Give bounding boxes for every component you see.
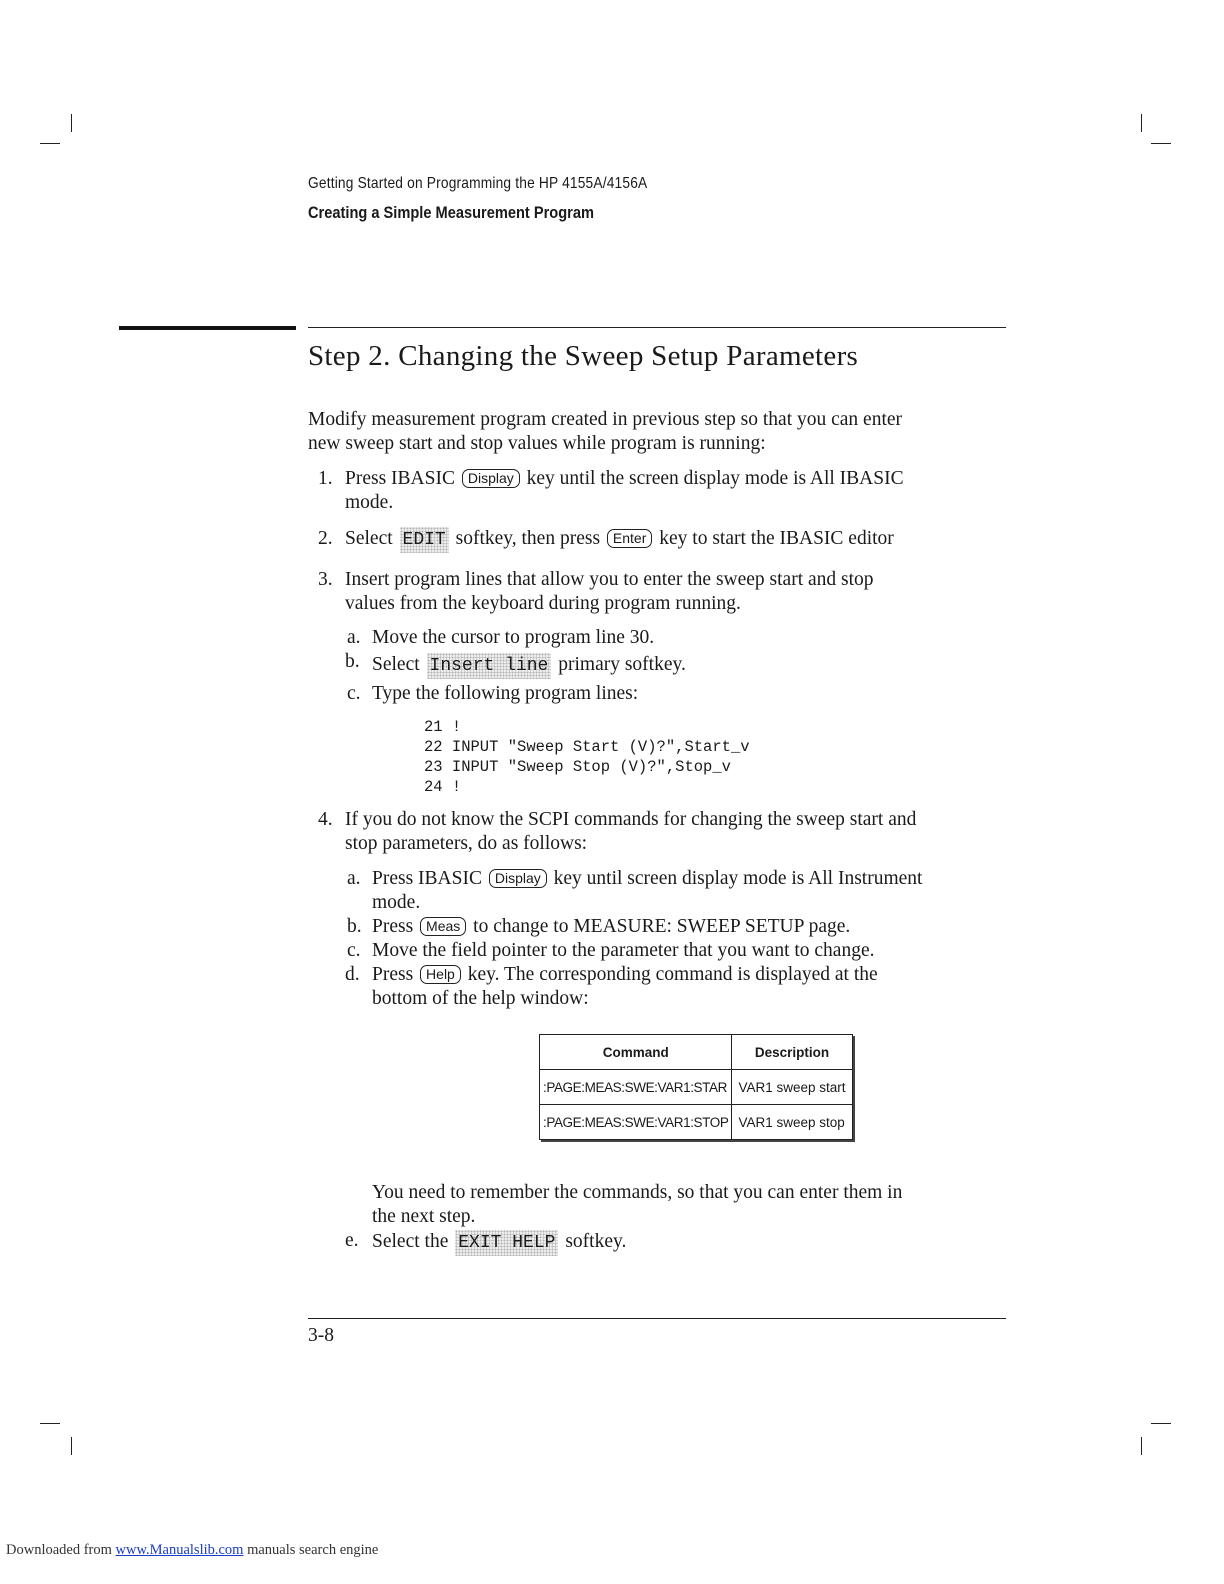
crop-mark (71, 114, 72, 132)
substep-text: key until screen display mode is All Instrument (553, 868, 923, 889)
edit-softkey: EDIT (400, 527, 449, 553)
substep-text: Press (372, 964, 414, 985)
step-number: 1. (318, 468, 333, 489)
intro-line: new sweep start and stop values while program is running: (308, 433, 766, 454)
substep-text: Press IBASIC (372, 868, 482, 889)
crop-mark (1141, 114, 1142, 132)
manualslib-link[interactable]: www.Manualslib.com (115, 1542, 244, 1558)
enter-key: Enter (607, 529, 652, 548)
step-text: values from the keyboard during program running. (345, 593, 741, 614)
substep-a-text (372, 867, 922, 891)
substep-label: c. (347, 683, 361, 704)
substep-label: b. (345, 651, 360, 672)
exit-help-softkey: EXIT HELP (455, 1230, 558, 1256)
code-line: 21 ! (424, 718, 462, 736)
crop-mark (71, 1437, 72, 1455)
substep-text: bottom of the help window: (372, 988, 589, 1009)
footer-rule (308, 1318, 1006, 1319)
table-cell-command: :PAGE:MEAS:SWE:VAR1:STOP (540, 1105, 732, 1140)
table-row (540, 1105, 853, 1140)
substep-label: d. (345, 964, 360, 985)
page-title: Step 2. Changing the Sweep Setup Parameters (308, 340, 859, 372)
note-text: the next step. (372, 1206, 476, 1227)
step-text: mode. (345, 492, 394, 513)
substep-text: to change to MEASURE: SWEEP SETUP page. (473, 916, 851, 937)
crop-mark (1151, 1423, 1171, 1424)
substep-text: key. The corresponding command is displayed at the (467, 964, 878, 985)
table-header: Command (540, 1035, 732, 1070)
running-header-section: Creating a Simple Measurement Program (308, 203, 594, 222)
step-text: stop parameters, do as follows: (345, 833, 588, 854)
footer-text: Downloaded from (6, 1542, 112, 1558)
section-rule-thin (308, 327, 1006, 328)
substep-label: a. (347, 627, 361, 648)
substep-b-text (372, 915, 850, 939)
page-number: 3-8 (308, 1325, 334, 1346)
display-key: Display (462, 469, 520, 488)
table-cell-description: VAR1 sweep stop (732, 1105, 852, 1140)
table-row (540, 1070, 853, 1105)
program-code (424, 717, 750, 797)
substep-e-text (372, 1230, 626, 1256)
display-key: Display (489, 869, 547, 888)
step-text: softkey, then press (455, 528, 601, 549)
code-line: 24 ! (424, 778, 462, 796)
help-key: Help (420, 965, 461, 984)
substep-text: Move the cursor to program line 30. (372, 627, 655, 648)
intro-line: Modify measurement program created in previous step so that you can enter (308, 409, 903, 430)
table-header: Description (732, 1035, 852, 1070)
crop-mark (40, 1423, 60, 1424)
substep-label: a. (347, 868, 361, 889)
insert-line-softkey: Insert line (427, 653, 552, 679)
step-text: key until the screen display mode is All IBASIC (526, 468, 904, 489)
step-text: key to start the IBASIC editor (659, 528, 894, 549)
substep-text: Select the (372, 1231, 449, 1252)
step-2-text (345, 527, 894, 553)
crop-mark (1141, 1437, 1142, 1455)
substep-label: c. (347, 940, 361, 961)
substep-label: b. (347, 916, 362, 937)
substep-text: mode. (372, 892, 421, 913)
footer-text: manuals search engine (247, 1542, 379, 1558)
step-text: Press IBASIC (345, 468, 455, 489)
step-number: 4. (318, 809, 333, 830)
substep-d-text (372, 963, 878, 987)
table-header-row (540, 1035, 853, 1070)
step-1-text (345, 467, 904, 491)
table-cell-command: :PAGE:MEAS:SWE:VAR1:STAR (540, 1070, 732, 1105)
step-text: If you do not know the SCPI commands for changing the sweep start and (345, 809, 917, 830)
substep-text: softkey. (565, 1231, 627, 1252)
substep-text: Press (372, 916, 414, 937)
step-number: 3. (318, 569, 333, 590)
crop-mark (40, 143, 60, 144)
download-footer (6, 1542, 378, 1559)
substep-text: Select (372, 654, 420, 675)
meas-key: Meas (420, 917, 466, 936)
substep-text: Type the following program lines: (372, 683, 639, 704)
step-text: Select (345, 528, 393, 549)
code-line: 22 INPUT "Sweep Start (V)?",Start_v (424, 738, 750, 756)
step-text: Insert program lines that allow you to enter the sweep start and stop (345, 569, 874, 590)
table-cell-description: VAR1 sweep start (732, 1070, 852, 1105)
substep-text: Move the field pointer to the parameter that you want to change. (372, 940, 875, 961)
note-text: You need to remember the commands, so that you can enter them in (372, 1182, 903, 1203)
substep-b-text (372, 653, 686, 679)
substep-label: e. (345, 1230, 359, 1251)
substep-text: primary softkey. (558, 654, 686, 675)
crop-mark (1151, 143, 1171, 144)
running-header-chapter: Getting Started on Programming the HP 4155A/4156A (308, 175, 648, 192)
step-number: 2. (318, 528, 333, 549)
code-line: 23 INPUT "Sweep Stop (V)?",Stop_v (424, 758, 731, 776)
section-rule-thick (119, 326, 296, 330)
command-table (539, 1034, 853, 1140)
